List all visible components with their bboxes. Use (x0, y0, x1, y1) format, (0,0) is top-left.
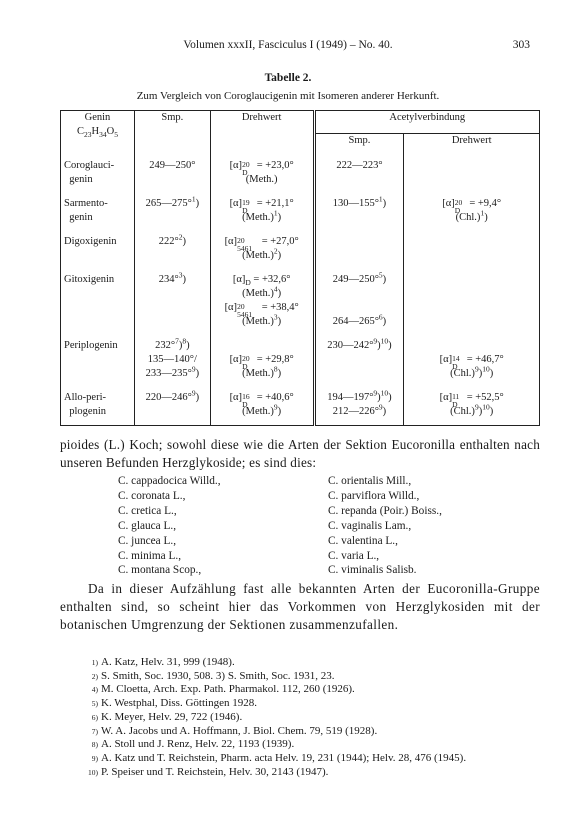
table-header-row (61, 111, 540, 134)
running-title: Volumen xxxII, Fasciculus I (1949) – No. 40. (183, 39, 393, 51)
footnote-number: 5) (91, 699, 98, 709)
species-item: C. cappadocica Willd., (118, 475, 221, 487)
footnote (84, 725, 554, 739)
footnote-text: K. Westphal, Diss. Göttingen 1928. (101, 697, 257, 710)
page-header (0, 39, 576, 55)
cell-drehwert: [α] 16 D = +40,6° (Meth.)$^9$) (210, 387, 314, 426)
species-item: C. glauca L., (118, 519, 177, 532)
species-item: C. cretica L., (118, 504, 177, 517)
species-item: C. montana Scop., (118, 564, 202, 577)
cell-smp: 222°$^2$) (134, 231, 210, 269)
species-column-left (118, 474, 221, 578)
species-item: C. coronata L., (118, 489, 186, 502)
footnote-text: A. Stoll und J. Renz, Helv. 22, 1193 (1939). (101, 738, 295, 751)
cell-genin: Digoxigenin (64, 236, 117, 247)
footnote-number: 7) (91, 726, 98, 736)
footnotes (84, 656, 554, 779)
footnote (84, 670, 554, 684)
footnote (84, 683, 554, 697)
footnote (84, 766, 554, 780)
cell-acetyl-drehwert (404, 269, 540, 335)
footnote-number: 8) (91, 740, 98, 750)
table-row (61, 231, 540, 269)
footnote-number: 1) (91, 658, 98, 667)
species-item: C. vaginalis Lam., (328, 519, 412, 532)
species-item: C. orientalis Mill., (328, 475, 412, 487)
paragraph-intro: pioides (L.) Koch; sowohl diese wie die Arten der Sektion Eucoronilla enthalten nach unseren Befunden Herzglykoside; es sind dies: (60, 437, 540, 470)
table-row (61, 193, 540, 231)
cell-acetyl-smp (314, 231, 404, 269)
header-acetyl: Acetylverbindung (314, 111, 539, 134)
footnote (84, 656, 554, 670)
cell-drehwert: [α] 20 D = +29,8° (Meth.)$^8$) (210, 335, 314, 387)
header-drehwert: Drehwert (210, 111, 314, 156)
footnote-text: S. Smith, Soc. 1930, 508. 3) S. Smith, Soc. 1931, 23. (101, 669, 335, 682)
footnote-text: A. Katz und T. Reichstein, Pharm. acta Helv. 19, 231 (1944); Helv. 28, 476 (1945). (101, 751, 467, 764)
cell-genin: Coroglauci- genin (64, 160, 115, 185)
cell-smp: 232°$^7$)$^8$) 135—140°/ 233—235°$^9$) (134, 335, 210, 387)
cell-drehwert: [α] 20 D = +23,0° (Meth.) (210, 155, 314, 193)
cell-drehwert: $[\alpha]_D = +32,6^\circ$ (Meth.)$^4$) [α] 20 5461 = +38,4° (Meth.)$^3$) (210, 269, 314, 335)
table-row (61, 335, 540, 387)
cell-acetyl-drehwert: [α] 11 D = +52,5° $(Chl.)^9)^{10}$) (404, 387, 540, 426)
footnote-text: P. Speiser und T. Reichstein, Helv. 30, 2143 (1947). (101, 765, 329, 778)
species-item: C. varia L., (328, 549, 380, 562)
species-item: C. parviflora Willd., (328, 489, 420, 502)
cell-smp: 265—275°$^1$) (134, 193, 210, 231)
footnote (84, 711, 554, 725)
species-item: C. minima L., (118, 549, 182, 562)
cell-smp: 249—250° (134, 155, 210, 193)
footnote (84, 738, 554, 752)
cell-genin: Periplogenin (64, 340, 118, 351)
cell-acetyl-drehwert (404, 231, 540, 269)
footnote (84, 697, 554, 711)
header-smp: Smp. (134, 111, 210, 156)
header-formula: $C_{23}H_{34}O_5$ (76, 126, 118, 140)
header-acetyl-drehwert: Drehwert (404, 133, 540, 155)
header-acetyl-smp: Smp. (314, 133, 404, 155)
footnote (84, 752, 554, 766)
cell-drehwert: [α] 19 D = +21,1° (Meth.)$^1$) (210, 193, 314, 231)
footnote-number: 2) (91, 671, 98, 681)
cell-drehwert: [α] 20 5461 = +27,0° (Meth.)$^2$) (210, 231, 314, 269)
footnote-number: 6) (91, 712, 98, 722)
species-item: C. valentina L., (328, 534, 398, 547)
paragraph-conclusion: Da in dieser Aufzählung fast alle bekannten Arten der Eucoronilla-Gruppe enthalten sind, so scheint hier das Vorkommen von Herzglykosiden mit der botanischen Umgrenzung der Sektionen zusammenzufallen. (60, 581, 540, 632)
species-column-right (328, 474, 442, 578)
table-row (61, 269, 540, 335)
cell-acetyl-smp: 130—155°$^1$) (314, 193, 404, 231)
footnote-text: A. Katz, Helv. 31, 999 (1948). (101, 656, 235, 668)
cell-genin: Gitoxigenin (64, 274, 115, 285)
cell-acetyl-drehwert: [α] 20 D = +9,4° $(Chl.)^1$) (404, 193, 540, 231)
species-item: C. viminalis Salisb. (328, 564, 417, 577)
cell-acetyl-smp: 249—250°$^5$) 264—265°$^6$) (314, 269, 404, 335)
species-item: C. repanda (Poir.) Boiss., (328, 504, 442, 517)
cell-smp: 220—246°$^9$) (134, 387, 210, 426)
header-genin: Genin $C_{23}H_{34}O_5$ (76, 112, 118, 140)
cell-smp: 234°$^3$) (134, 269, 210, 335)
footnote-number: 9) (91, 753, 98, 763)
footnote-text: W. A. Jacobs und A. Hoffmann, J. Biol. Chem. 79, 519 (1928). (101, 724, 378, 737)
table-caption: Tabelle 2. (264, 72, 312, 84)
comparison-table (60, 110, 540, 426)
footnote-text: K. Meyer, Helv. 29, 722 (1946). (101, 710, 243, 723)
cell-acetyl-smp: 222—223° (314, 155, 404, 193)
cell-acetyl-drehwert: [α] 14 D = +46,7° $(Chl.)^9)^{10}$) (404, 335, 540, 387)
cell-acetyl-drehwert (404, 155, 540, 193)
footnote-number: 4) (91, 685, 98, 695)
footnote-number: 10) (88, 767, 98, 777)
species-item: C. juncea L., (118, 534, 177, 547)
footnote-text: M. Cloetta, Arch. Exp. Path. Pharmakol. 112, 260 (1926). (101, 683, 355, 696)
cell-acetyl-smp: 230—242°$^9$)$^{10}$) (314, 335, 404, 387)
cell-genin: Allo-peri- plogenin (64, 392, 106, 417)
page-number: 303 (512, 39, 530, 51)
table-row (61, 155, 540, 193)
table-row (61, 387, 540, 426)
table-subtitle: Zum Vergleich von Coroglaucigenin mit Isomeren anderer Herkunft. (136, 90, 440, 102)
cell-acetyl-smp: 194—197°$^9$)$^{10}$) 212—226°$^9$) (314, 387, 404, 426)
cell-genin: Sarmento- genin (64, 198, 108, 223)
